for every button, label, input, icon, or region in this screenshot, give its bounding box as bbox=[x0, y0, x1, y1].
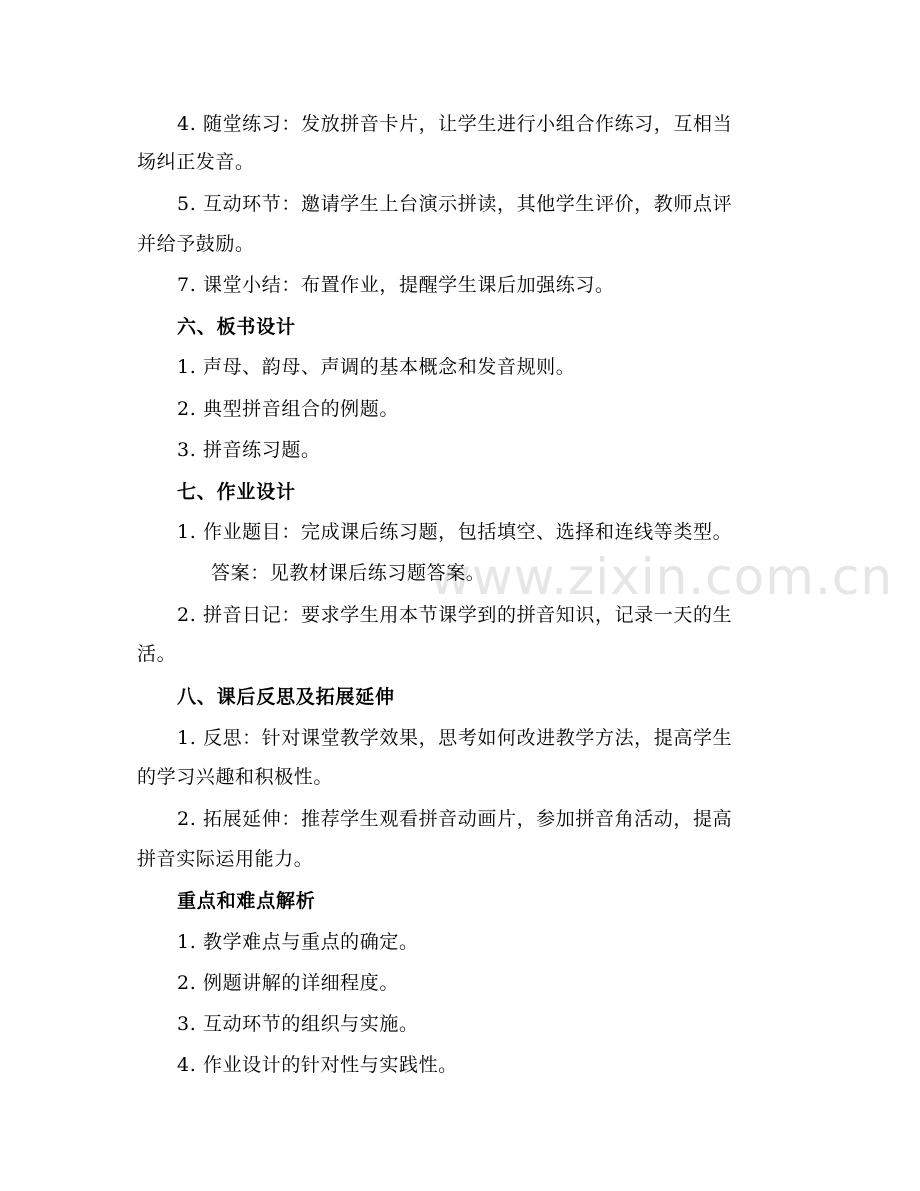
reflection-item-2-line-1: 2. 拓展延伸：推荐学生观看拼音动画片，参加拼音角活动，提高 bbox=[177, 808, 733, 830]
homework-item-2-line-1: 2. 拼音日记：要求学生用本节课学到的拼音知识，记录一天的生 bbox=[177, 604, 733, 626]
list-item: 1. 教学难点与重点的确定。 bbox=[177, 931, 419, 953]
reflection-item-2-line-2: 拼音实际运用能力。 bbox=[137, 848, 314, 870]
list-item: 4. 作业设计的针对性与实践性。 bbox=[177, 1054, 458, 1076]
reflection-item-1-line-1: 1. 反思：针对课堂教学效果，思考如何改进教学方法，提高学生 bbox=[177, 727, 733, 749]
paragraph-item-7: 7. 课堂小结：布置作业，提醒学生课后加强练习。 bbox=[177, 274, 615, 296]
paragraph-item-4-line-1: 4. 随堂练习：发放拼音卡片，让学生进行小组合作练习，互相当 bbox=[177, 113, 733, 135]
list-item: 3. 拼音练习题。 bbox=[177, 439, 321, 461]
list-item: 2. 例题讲解的详细程度。 bbox=[177, 972, 399, 994]
section-heading-reflection: 八、课后反思及拓展延伸 bbox=[177, 686, 395, 708]
paragraph-item-5-line-1: 5. 互动环节：邀请学生上台演示拼读，其他学生评价，教师点评 bbox=[177, 193, 733, 215]
homework-item-1-answer: 答案：见教材课后练习题答案。 bbox=[211, 562, 486, 584]
list-item: 3. 互动环节的组织与实施。 bbox=[177, 1013, 419, 1035]
section-heading-board-design: 六、板书设计 bbox=[177, 316, 296, 338]
reflection-item-1-line-2: 的学习兴趣和积极性。 bbox=[137, 766, 334, 788]
list-item: 2. 典型拼音组合的例题。 bbox=[177, 398, 399, 420]
homework-item-2-line-2: 活。 bbox=[137, 643, 177, 665]
watermark: www.zixin.com.cn bbox=[430, 548, 894, 606]
list-item: 1. 声母、韵母、声调的基本概念和发音规则。 bbox=[177, 356, 576, 378]
paragraph-item-4-line-2: 场纠正发音。 bbox=[137, 151, 255, 173]
homework-item-1: 1. 作业题目：完成课后练习题，包括填空、选择和连线等类型。 bbox=[177, 521, 733, 543]
paragraph-item-5-line-2: 并给予鼓励。 bbox=[137, 233, 255, 255]
section-heading-homework-design: 七、作业设计 bbox=[177, 481, 296, 503]
section-heading-key-points: 重点和难点解析 bbox=[177, 890, 316, 912]
